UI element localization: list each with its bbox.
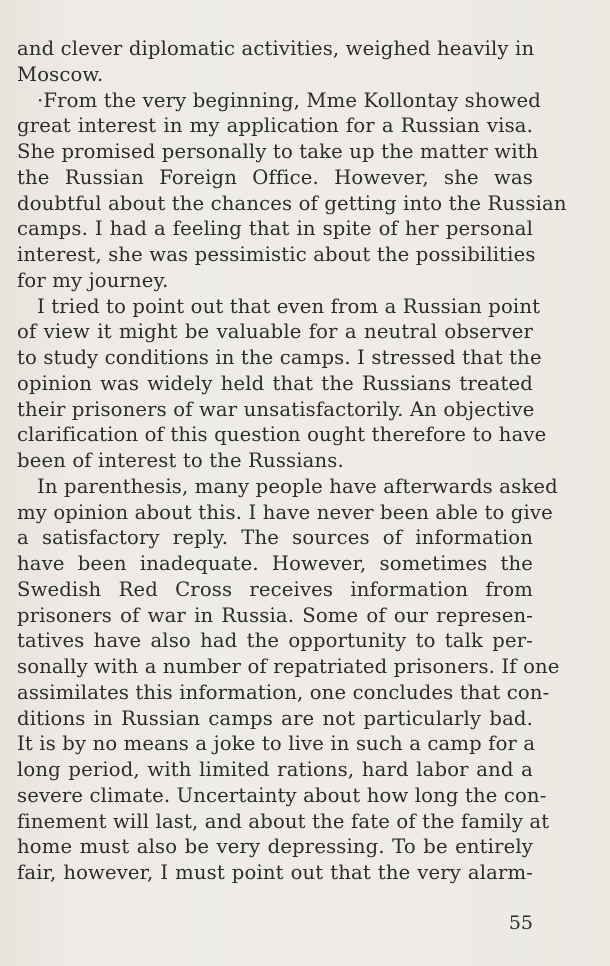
text-line: tatives have also had the opportunity to talk per-	[17, 629, 533, 653]
text-line: ·From the very beginning, Mme Kollontay showed	[37, 88, 541, 112]
text-line: clarification of this question ought therefore to have	[17, 423, 547, 447]
text-line: and clever diplomatic activities, weighed heavily in	[17, 37, 535, 60]
body-text	[17, 36, 567, 886]
text-line: prisoners of war in Russia. Some of our represen-	[17, 603, 533, 627]
text-line: been of interest to the Russians.	[17, 449, 344, 472]
text-line: camps. I had a feeling that in spite of her personal	[17, 217, 533, 241]
text-line: finement will last, and about the fate of the family at	[17, 809, 550, 833]
text-line: of view it might be valuable for a neutral observer	[17, 320, 533, 344]
text-line: It is by no means a joke to live in such a camp for a	[17, 732, 536, 756]
text-line: to study conditions in the camps. I stressed that the	[17, 346, 542, 369]
text-line: opinion was widely held that the Russians treated	[17, 371, 533, 395]
text-line: have been inadequate. However, sometimes the	[17, 552, 533, 575]
text-line: Swedish Red Cross receives information from	[17, 577, 533, 601]
text-line: interest, she was pessimistic about the possibilities	[17, 243, 536, 266]
text-line: long period, with limited rations, hard labor and a	[17, 758, 533, 781]
text-line: for my journey.	[17, 268, 169, 292]
text-line: sonally with a number of repatriated prisoners. If one	[17, 655, 560, 678]
text-line: a satisfactory reply. The sources of information	[17, 526, 533, 550]
page-number: 55	[508, 912, 533, 934]
text-line: ditions in Russian camps are not particularly bad.	[17, 706, 533, 730]
text-line: Moscow.	[17, 62, 104, 86]
text-line: the Russian Foreign Office. However, she was	[17, 165, 533, 189]
text-line: fair, however, I must point out that the very alarm-	[17, 861, 533, 884]
text-line: home must also be very depressing. To be entirely	[17, 835, 533, 859]
text-line: great interest in my application for a Russian visa.	[17, 114, 533, 138]
text-line: In parenthesis, many people have afterwards asked	[37, 474, 558, 498]
text-line: doubtful about the chances of getting into the Russian	[17, 191, 567, 215]
text-line: my opinion about this. I have never been able to give	[17, 500, 553, 524]
text-line: their prisoners of war unsatisfactorily. An objective	[17, 397, 535, 421]
text-line: assimilates this information, one concludes that con-	[17, 680, 550, 704]
text-line: She promised personally to take up the matter with	[17, 140, 539, 163]
text-line: severe climate. Uncertainty about how long the con-	[17, 783, 547, 807]
text-line: I tried to point out that even from a Russian point	[37, 294, 541, 318]
